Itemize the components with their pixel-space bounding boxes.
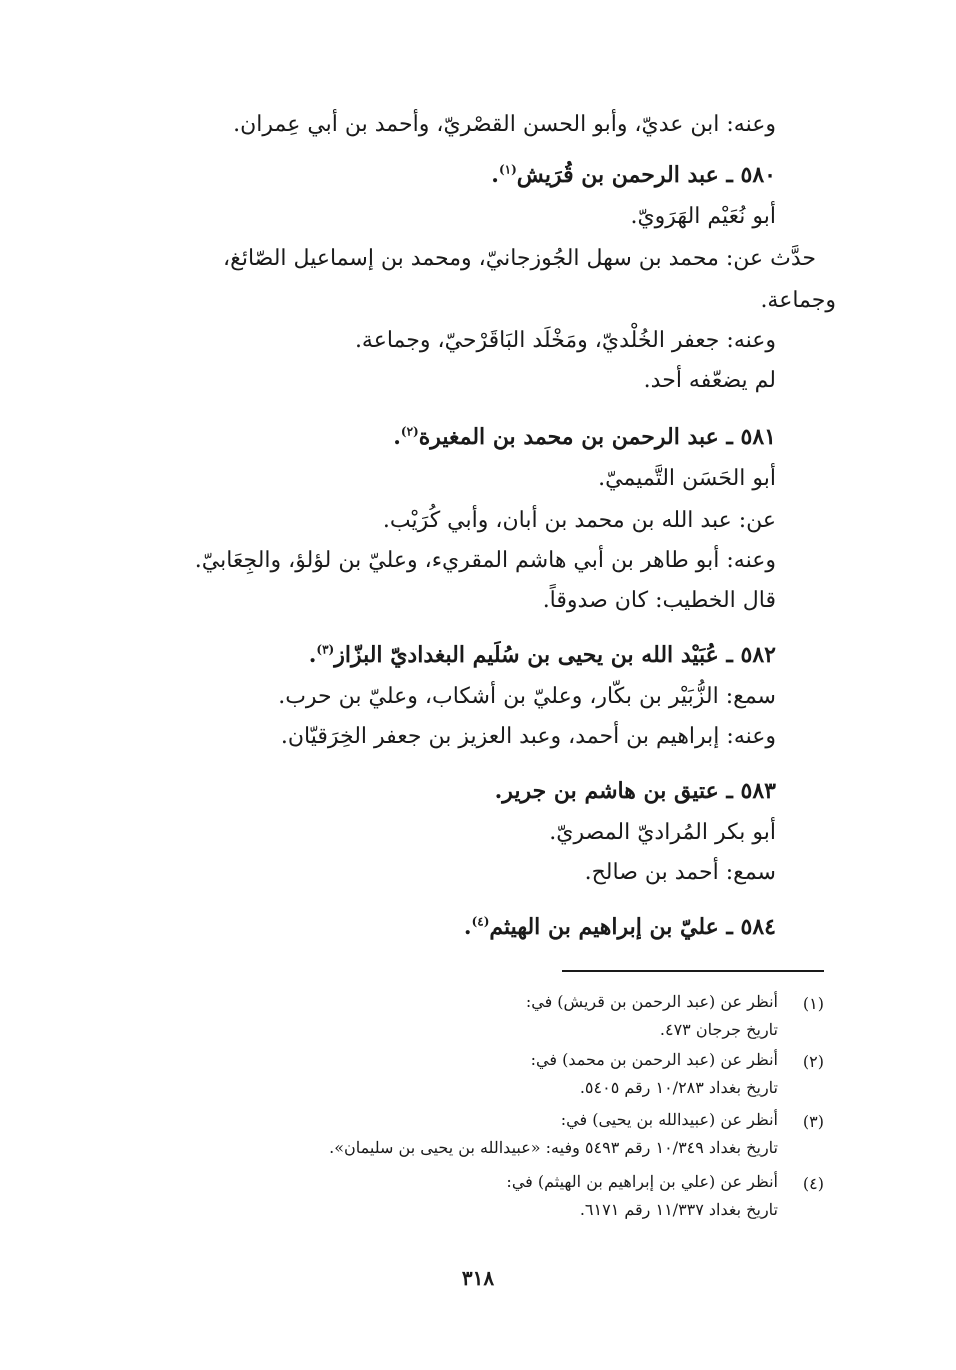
text-line: وعنه: جعفر الخُلْديّ، ومَخْلَد البَاقَرْحيّ، وجماعة. — [354, 328, 776, 353]
text-line: أبو الحَسَن التَّميميّ. — [598, 466, 776, 491]
text-line: وجماعة. — [760, 288, 836, 313]
footnote-ref: (١) — [498, 162, 517, 177]
footnote-number: (٤) — [802, 1174, 824, 1193]
entry-heading-584: ٥٨٤ ـ عليّ بن إبراهيم بن الهيثم$^{(٤)}$. — [463, 914, 776, 940]
text-line: عن: عبد الله بن محمد بن أبان، وأبي كُرَيْب. — [382, 508, 776, 533]
footnote-separator — [562, 970, 824, 972]
footnote-line: أنظر عن (عبد الرحمن بن محمد) في: — [530, 1050, 778, 1069]
text-line: حدَّث عن: محمد بن سهل الجُوزجانيّ، ومحمد بن إسماعيل الصّائغ، — [223, 246, 816, 271]
footnote-line: تاريخ بغداد ١١/٣٣٧ رقم ٦١٧١. — [579, 1200, 778, 1219]
text-line: وعنه: ابن عديّ، وأبو الحسن القصْريّ، وأحمد بن أبي عِمران. — [233, 112, 776, 137]
text-line: وعنه: أبو طاهر بن أبي هاشم المقريء، وعليّ بن لؤلؤ، والجِعَابيّ. — [194, 548, 776, 573]
footnote-number: (٢) — [802, 1052, 824, 1071]
text-line: وعنه: إبراهيم بن أحمد، وعبد العزيز بن جعفر الخِرَقيّان. — [280, 724, 776, 749]
entry-heading-580: ٥٨٠ ـ عبد الرحمن بن قُرَيش$^{(١)}$. — [491, 162, 776, 188]
footnote-line: أنظر عن (عبيدالله بن يحيى) في: — [560, 1110, 778, 1129]
text-line: أبو نُعَيْم الهَرَويّ. — [630, 204, 776, 229]
entry-heading-582: ٥٨٢ ـ عُبَيْد الله بن يحيى بن سُلَيم البغداديّ البزّاز$^{(٣)}$. — [308, 642, 776, 668]
footnote-line: تاريخ جرجان ٤٧٣. — [659, 1020, 778, 1039]
entry-heading-583: ٥٨٣ ـ عتيق بن هاشم بن جرير. — [494, 778, 776, 804]
footnote-ref: (٢) — [400, 424, 419, 439]
footnote-line: تاريخ بغداد ١٠/٣٤٩ رقم ٥٤٩٣ وفيه: «عبيدالله بن يحيى بن سليمان». — [329, 1138, 778, 1157]
text-line: قال الخطيب: كان صدوقاً. — [542, 588, 776, 613]
footnote-number: (٣) — [802, 1112, 824, 1131]
footnote-ref: (٤) — [471, 914, 490, 929]
text-line: لم يضعّفه أحد. — [643, 368, 776, 393]
entry-heading-581: ٥٨١ ـ عبد الرحمن بن محمد بن المغيرة$^{(٢)}$. — [393, 424, 776, 450]
footnote-line: تاريخ بغداد ١٠/٢٨٣ رقم ٥٤٠٥. — [579, 1078, 778, 1097]
text-line: أبو بكر المُراديّ المصريّ. — [549, 820, 776, 845]
text-line: سمع: الزُّبَيْر بن بكّار، وعليّ بن أشكاب، وعليّ بن حرب. — [278, 684, 776, 709]
footnote-ref: (٣) — [316, 642, 335, 657]
page-number: ٣١٨ — [461, 1266, 495, 1290]
footnote-line: أنظر عن (عبد الرحمن بن قريش) في: — [525, 992, 778, 1011]
footnote-number: (١) — [802, 994, 824, 1013]
footnote-line: أنظر عن (علي بن إبراهيم بن الهيثم) في: — [506, 1172, 778, 1191]
text-line: سمع: أحمد بن صالح. — [584, 860, 776, 885]
